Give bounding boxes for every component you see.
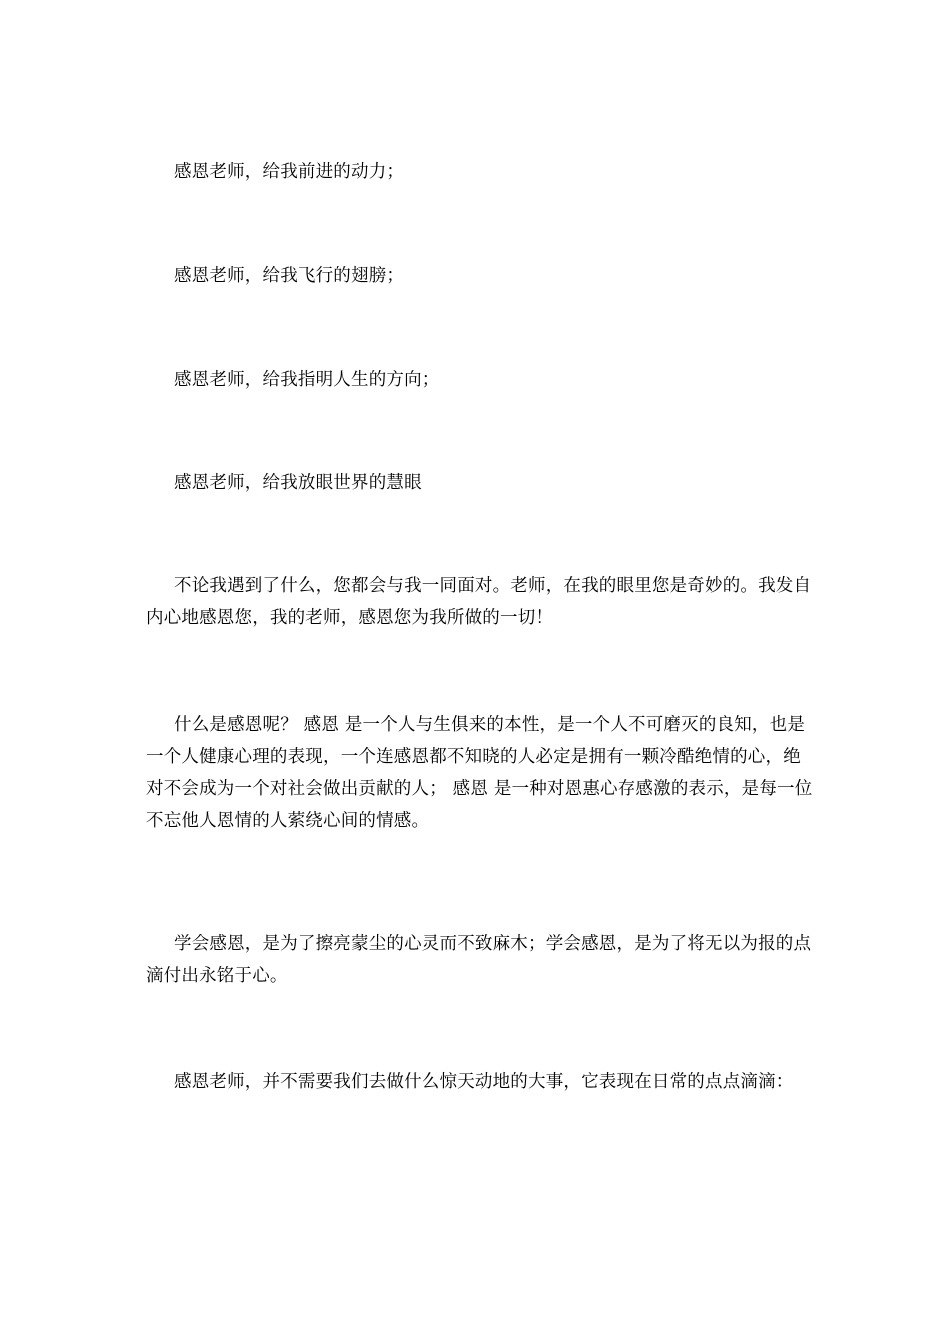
paragraph-1: 感恩老师，给我前进的动力； bbox=[174, 162, 405, 182]
paragraph-8: 感恩老师，并不需要我们去做什么惊天动地的大事，它表现在日常的点点滴滴： bbox=[174, 1072, 794, 1092]
paragraph-6: 什么是感恩呢？ 感恩 是一个人与生俱来的本性，是一个人不可磨灭的良知，也是一个人健康心理的表现，一个连感恩都不知晓的人必定是拥有一颗冷酷绝情的心，绝对不会成为一个对社会做出贡献的人； 感恩 是一种对恩惠心存感激的表示，是每一位不忘他人恩情的人萦绕心间的情感。 bbox=[146, 715, 813, 831]
paragraph-5: 不论我遇到了什么，您都会与我一同面对。老师，在我的眼里您是奇妙的。我发自内心地感恩您，我的老师，感恩您为我所做的一切！ bbox=[146, 576, 812, 628]
paragraph-2: 感恩老师，给我飞行的翅膀； bbox=[174, 266, 405, 286]
paragraph-4: 感恩老师，给我放眼世界的慧眼 bbox=[174, 473, 422, 493]
paragraph-7: 学会感恩，是为了擦亮蒙尘的心灵而不致麻木；学会感恩，是为了将无以为报的点滴付出永铭于心。 bbox=[146, 934, 812, 986]
paragraph-3: 感恩老师，给我指明人生的方向； bbox=[174, 370, 440, 390]
